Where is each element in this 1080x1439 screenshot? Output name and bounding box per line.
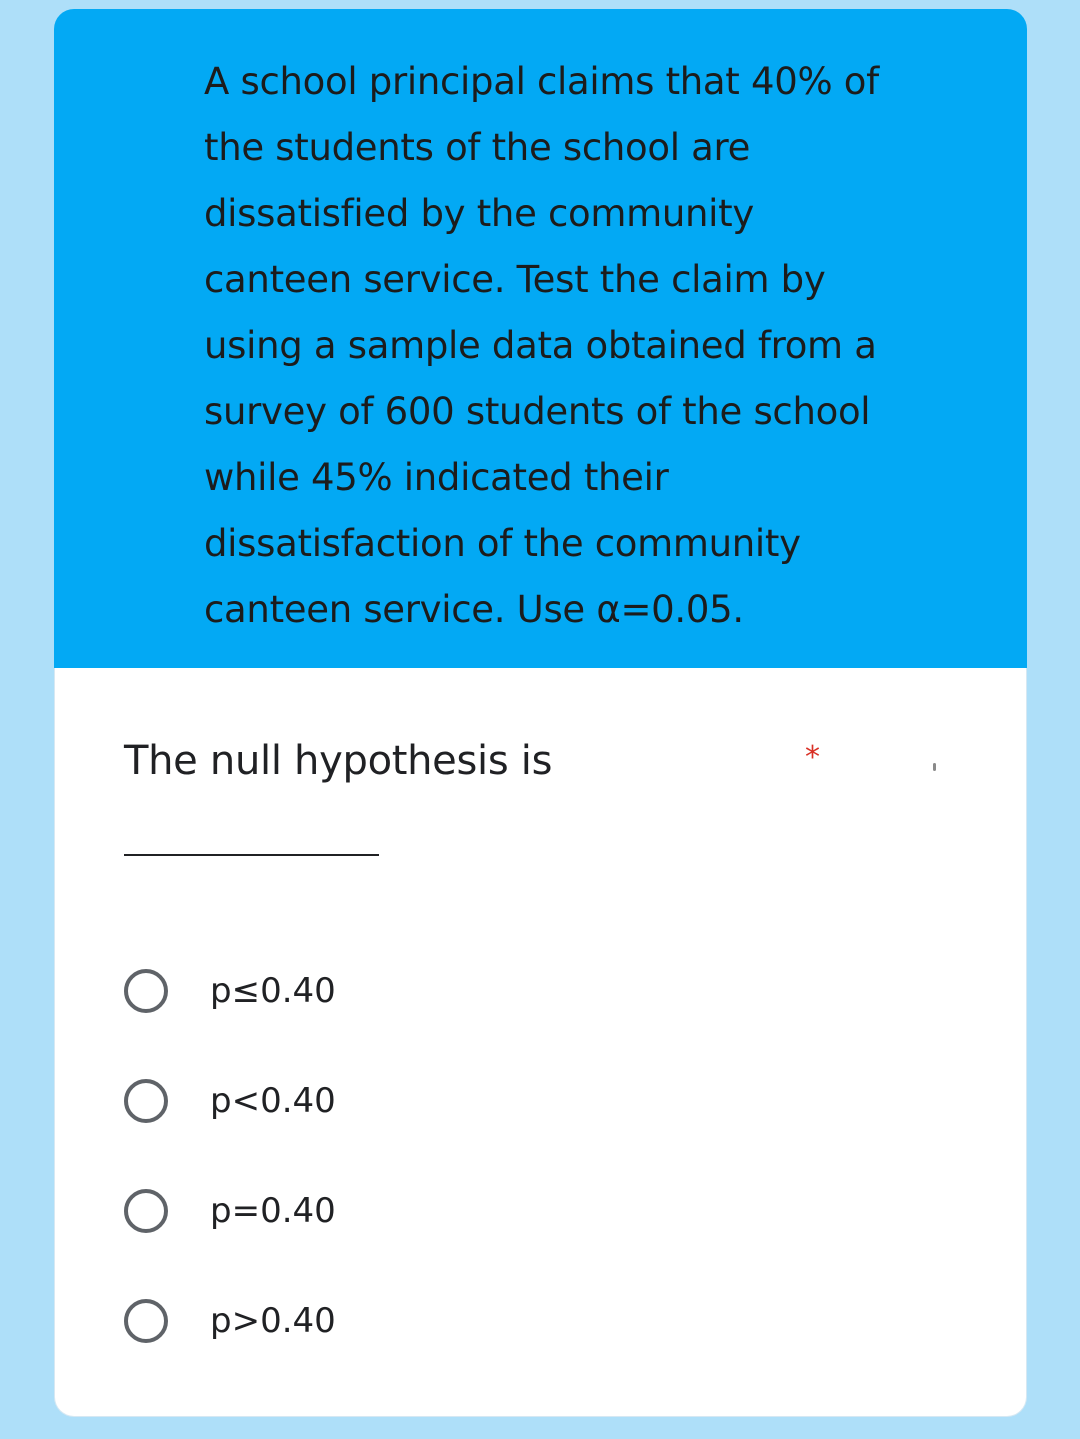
description-line: canteen service. Use α=0.05.	[204, 588, 744, 631]
question-description	[204, 49, 1004, 643]
radio-option-label: p=0.40	[210, 1191, 336, 1231]
description-line: survey of 600 students of the school	[204, 390, 871, 433]
description-line: dissatisfaction of the community	[204, 522, 801, 565]
question-description-banner	[54, 9, 1027, 668]
radio-option-eq-040[interactable]	[124, 1156, 336, 1266]
question-card	[54, 668, 1027, 1417]
radio-option-gt-040[interactable]	[124, 1266, 336, 1376]
required-asterisk-icon: *	[805, 740, 820, 775]
radio-option-lt-040[interactable]	[124, 1046, 336, 1156]
radio-option-label: p<0.40	[210, 1081, 336, 1121]
radio-option-label: p>0.40	[210, 1301, 336, 1341]
description-line: using a sample data obtained from a	[204, 324, 877, 367]
answer-blank-line	[124, 854, 379, 856]
question-title: The null hypothesis is	[124, 738, 553, 784]
radio-button-icon[interactable]	[124, 969, 168, 1013]
radio-option-le-040[interactable]	[124, 936, 336, 1046]
description-line: while 45% indicated their	[204, 456, 669, 499]
description-line: the students of the school are	[204, 126, 751, 169]
radio-button-icon[interactable]	[124, 1189, 168, 1233]
radio-button-icon[interactable]	[124, 1079, 168, 1123]
description-line: dissatisfied by the community	[204, 192, 754, 235]
scroll-indicator	[933, 763, 936, 771]
radio-button-icon[interactable]	[124, 1299, 168, 1343]
radio-option-label: p≤0.40	[210, 971, 336, 1011]
description-line: canteen service. Test the claim by	[204, 258, 826, 301]
description-line: A school principal claims that 40% of	[204, 60, 879, 103]
radio-group	[124, 936, 336, 1376]
